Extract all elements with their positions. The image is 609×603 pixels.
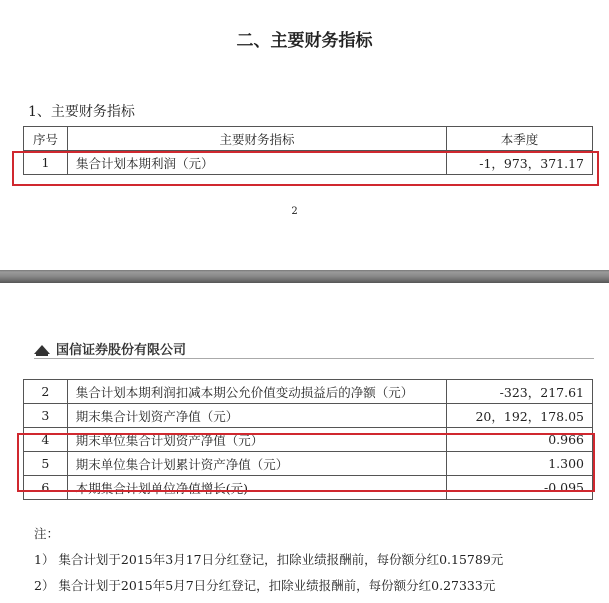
row-no: 5 bbox=[24, 452, 68, 476]
company-name: 国信证券股份有限公司 bbox=[56, 343, 187, 358]
row-value: 0.966 bbox=[447, 428, 593, 452]
report-page-2 bbox=[0, 283, 609, 603]
row-no: 3 bbox=[24, 404, 68, 428]
report-page-1 bbox=[0, 0, 609, 270]
row-indicator: 期末单位集合计划资产净值（元） bbox=[67, 428, 447, 452]
table-header-row bbox=[24, 127, 593, 151]
row-indicator: 期末集合计划资产净值（元） bbox=[67, 404, 447, 428]
company-logo bbox=[34, 339, 186, 358]
row-no: 6 bbox=[24, 476, 68, 500]
row-no: 4 bbox=[24, 428, 68, 452]
page-number: 2 bbox=[291, 206, 298, 217]
note-item: 1） 集合计划于2015年3月17日分红登记，扣除业绩报酬前，每份额分红0.15789元 bbox=[34, 552, 504, 567]
note-item: 2） 集合计划于2015年5月7日分红登记，扣除业绩报酬前，每份额分红0.27333元 bbox=[34, 578, 496, 593]
section-title: 二、主要财务指标 bbox=[236, 31, 373, 51]
row-value: -0.095 bbox=[447, 476, 593, 500]
header-indicator: 主要财务指标 bbox=[67, 127, 446, 151]
table-row bbox=[24, 404, 593, 428]
notes-label: 注： bbox=[34, 526, 60, 541]
header-quarter: 本季度 bbox=[447, 127, 593, 151]
row-indicator: 本期集合计划单位净值增长(元) bbox=[67, 476, 447, 500]
notes bbox=[34, 521, 503, 599]
row-value: -323，217.61 bbox=[447, 380, 593, 404]
header-no: 序号 bbox=[24, 127, 68, 151]
guosen-logo-icon bbox=[34, 342, 50, 355]
row-value: 20，192，178.05 bbox=[447, 404, 593, 428]
row-value: -1，973，371.17 bbox=[447, 151, 593, 175]
highlight-box-profit bbox=[12, 151, 599, 186]
page-separator bbox=[0, 270, 609, 283]
row-no: 2 bbox=[24, 380, 68, 404]
row-indicator: 期末单位集合计划累计资产净值（元） bbox=[67, 452, 447, 476]
row-value: 1.300 bbox=[447, 452, 593, 476]
table-row bbox=[24, 380, 593, 404]
highlight-box-unit-nav bbox=[17, 433, 595, 492]
header-rule bbox=[34, 358, 594, 359]
row-no: 1 bbox=[24, 151, 68, 175]
row-indicator: 集合计划本期利润（元） bbox=[67, 151, 446, 175]
row-indicator: 集合计划本期利润扣减本期公允价值变动损益后的净额（元） bbox=[67, 380, 447, 404]
sub-title: 1、主要财务指标 bbox=[28, 104, 135, 120]
